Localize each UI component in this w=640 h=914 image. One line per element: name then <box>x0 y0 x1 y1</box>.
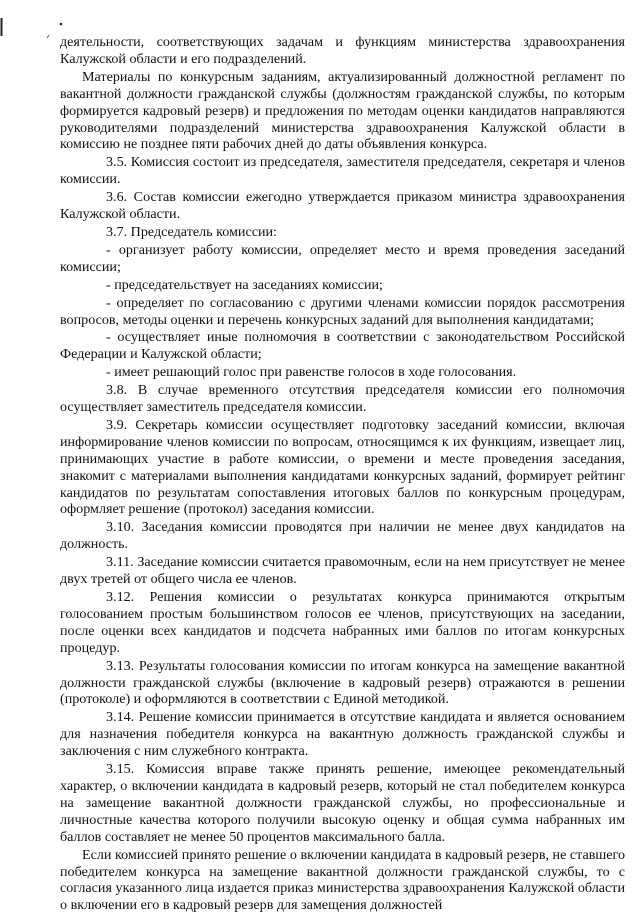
paragraph-clause-3-8: 3.8. В случае временного отсутствия председателя комиссии его полномочия осуществляет заместитель председателя комиссии. <box>60 382 625 416</box>
list-item: - организует работу комиссии, определяет место и время проведения заседаний комиссии; <box>60 241 625 275</box>
list-item: - осуществляет иные полномочия в соответствии с законодательством Российской Федерации и Калужской области; <box>60 329 625 363</box>
paragraph-clause-3-7: 3.7. Председатель комиссии: <box>106 223 277 240</box>
paragraph: деятельности, соответствующих задачам и функциям министерства здравоохранения Калужской области и его подразделений. <box>60 34 625 67</box>
document-body <box>60 34 625 914</box>
paragraph: Если комиссией принято решение о включении кандидата в кадровый резерв, не ставшего победителем конкурса на замещение вакантной должности гражданской службы, то с согласия указанного лица издается приказ министерства здравоохранения Калужской области о включении его в кадровый резерв для замещения должностей <box>60 846 625 914</box>
list-item: - председательствует на заседаниях комиссии; <box>106 276 383 293</box>
paragraph-clause-3-9: 3.9. Секретарь комиссии осуществляет подготовку заседаний комиссии, включая информирование членов комиссии по вопросам, относящимся к их функциям, извещает лиц, принимающих участие в работе комиссии, о времени и месте проведения заседания, знакомит с материалами выполнения кандидатами конкурсных заданий, формирует рейтинг кандидатов по результатам сопоставления итоговых баллов по конкурсным процедурам, оформляет решение (протокол) заседания комиссии. <box>60 416 625 518</box>
paragraph-clause-3-12: 3.12. Решения комиссии о результатах конкурса принимаются открытым голосованием простым большинством голосов ее членов, присутствующих на заседании, после оценки всех кандидатов и подсчета набранных ими баллов по итогам конкурсных процедур. <box>60 589 625 656</box>
scan-dot-mark <box>60 23 63 26</box>
paragraph: Материалы по конкурсным заданиям, актуализированный должностной регламент по вакантной должности гражданской службы (должностям гражданской службы, по которым формируется кадровый резерв) и предложения по методам оценки кандидатов направляются руководителями подразделений министерства здравоохранения Калужской области в комиссию не позднее пяти рабочих дней до даты объявления конкурса. <box>60 68 625 153</box>
paragraph-clause-3-14: 3.14. Решение комиссии принимается в отсутствие кандидата и является основанием для назначения победителя конкурса на вакантную должность гражданской службы и заключения с ним служебного контракта. <box>60 709 625 760</box>
list-item: - имеет решающий голос при равенстве голосов в ходе голосования. <box>106 364 517 381</box>
paragraph-clause-3-11: 3.11. Заседание комиссии считается правомочным, если на нем присутствует не менее двух третей от общего числа ее членов. <box>60 554 625 588</box>
paragraph-clause-3-15: 3.15. Комиссия вправе также принять решение, имеющее рекомендательный характер, о включении кандидата в кадровый резерв, который не стал победителем конкурса на замещение вакантной должности гражданской службы, но профессиональные и личностные качества которого получили высокую оценку и общая сумма набранных им баллов составляет не менее 50 процентов максимального балла. <box>60 761 625 845</box>
scan-tick-mark <box>47 35 49 38</box>
paragraph-clause-3-5: 3.5. Комиссия состоит из председателя, заместителя председателя, секретаря и членов комиссии. <box>60 154 625 188</box>
paragraph-clause-3-6: 3.6. Состав комиссии ежегодно утверждается приказом министра здравоохранения Калужской области. <box>60 189 625 223</box>
paragraph-clause-3-10: 3.10. Заседания комиссии проводятся при наличии не менее двух кандидатов на должность. <box>60 519 625 553</box>
list-item: - определяет по согласованию с другими членами комиссии порядок рассмотрения вопросов, методы оценки и перечень конкурсных заданий для выполнения кандидатами; <box>60 294 625 328</box>
paragraph-clause-3-13: 3.13. Результаты голосования комиссии по итогам конкурса на замещение вакантной должности гражданской службы (включение в кадровый резерв) отражаются в решении (протоколе) и оформляются в соответствии с Единой методикой. <box>60 657 625 708</box>
